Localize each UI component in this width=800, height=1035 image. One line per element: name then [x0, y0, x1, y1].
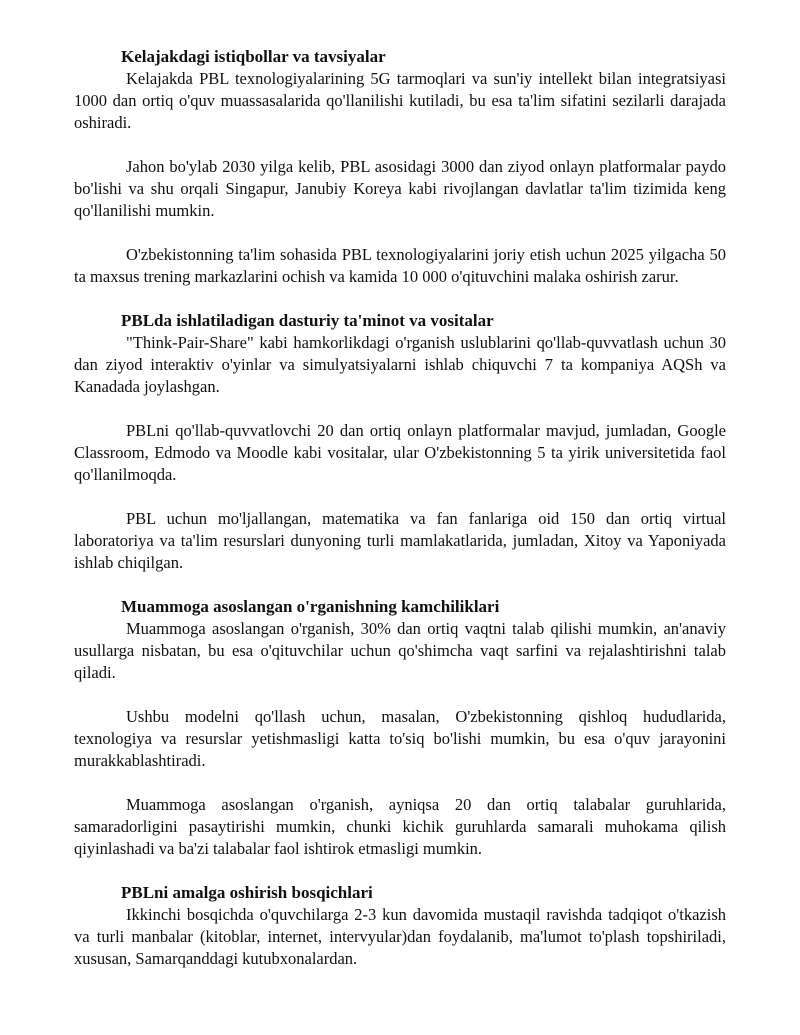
paragraph: Kelajakda PBL texnologiyalarining 5G tarmoqlari va sun'iy intellekt bilan integratsiyasi 1000 dan ortiq o'quv muassasalarida qo'llanilishi kutiladi, bu esa ta'lim sifatini sezilarli darajada oshiradi. [74, 69, 726, 132]
paragraph: Muammoga asoslangan o'rganish, ayniqsa 20 dan ortiq talabalar guruhlarida, samaradorligini pasaytirishi mumkin, chunki kichik guruhlarda samarali muhokama qilish qiyinlashadi va ba'zi talabalar faol ishtirok etmasligi mumkin. [74, 795, 726, 858]
section-heading-implementation-stages: PBLni amalga oshirish bosqichlari [121, 883, 373, 902]
paragraph: "Think-Pair-Share" kabi hamkorlikdagi o'rganish uslublarini qo'llab-quvvatlash uchun 30 dan ziyod interaktiv o'yinlar va simulyatsiyalarni ishlab chiquvchi 7 ta kompaniya AQSh va Kanadada joylashgan. [74, 333, 726, 396]
paragraph: Ikkinchi bosqichda o'quvchilarga 2-3 kun davomida mustaqil ravishda tadqiqot o'tkazish va turli manbalar (kitoblar, internet, intervyular)dan foydalanib, ma'lumot to'plash topshiriladi, xususan, Samarqanddagi kutubxonalardan. [74, 905, 726, 968]
paragraph: PBLni qo'llab-quvvatlovchi 20 dan ortiq onlayn platformalar mavjud, jumladan, Google Classroom, Edmodo va Moodle kabi vositalar, ular O'zbekistonning 5 ta yirik universitetida faol qo'llanilmoqda. [74, 421, 726, 484]
section-heading-future-prospects: Kelajakdagi istiqbollar va tavsiyalar [121, 47, 386, 66]
paragraph: PBL uchun mo'ljallangan, matematika va fan fanlariga oid 150 dan ortiq virtual laboratoriya va ta'lim resurslari dunyoning turli mamlakatlarida, jumladan, Xitoy va Yaponiyada ishlab chiqilgan. [74, 509, 726, 572]
section-heading-drawbacks: Muammoga asoslangan o'rganishning kamchiliklari [121, 597, 500, 616]
paragraph: Muammoga asoslangan o'rganish, 30% dan ortiq vaqtni talab qilishi mumkin, an'anaviy usullarga nisbatan, bu esa o'qituvchilar uchun qo'shimcha vaqt sarfini va rejalashtirishni talab qiladi. [74, 619, 726, 682]
document-page [74, 46, 726, 970]
paragraph: O'zbekistonning ta'lim sohasida PBL texnologiyalarini joriy etish uchun 2025 yilgacha 50 ta maxsus trening markazlarini ochish va kamida 10 000 o'qituvchini malaka oshirish zarur. [74, 245, 726, 286]
paragraph: Jahon bo'ylab 2030 yilga kelib, PBL asosidagi 3000 dan ziyod onlayn platformalar paydo bo'lishi va shu orqali Singapur, Janubiy Koreya kabi rivojlangan davlatlar ta'lim tizimida keng qo'llanilishi mumkin. [74, 157, 726, 220]
section-heading-software-tools: PBLda ishlatiladigan dasturiy ta'minot va vositalar [121, 311, 494, 330]
paragraph: Ushbu modelni qo'llash uchun, masalan, O'zbekistonning qishloq hududlarida, texnologiya va resurslar yetishmasligi katta to'siq bo'lishi mumkin, bu esa o'quv jarayonini murakkablashtiradi. [74, 707, 726, 770]
